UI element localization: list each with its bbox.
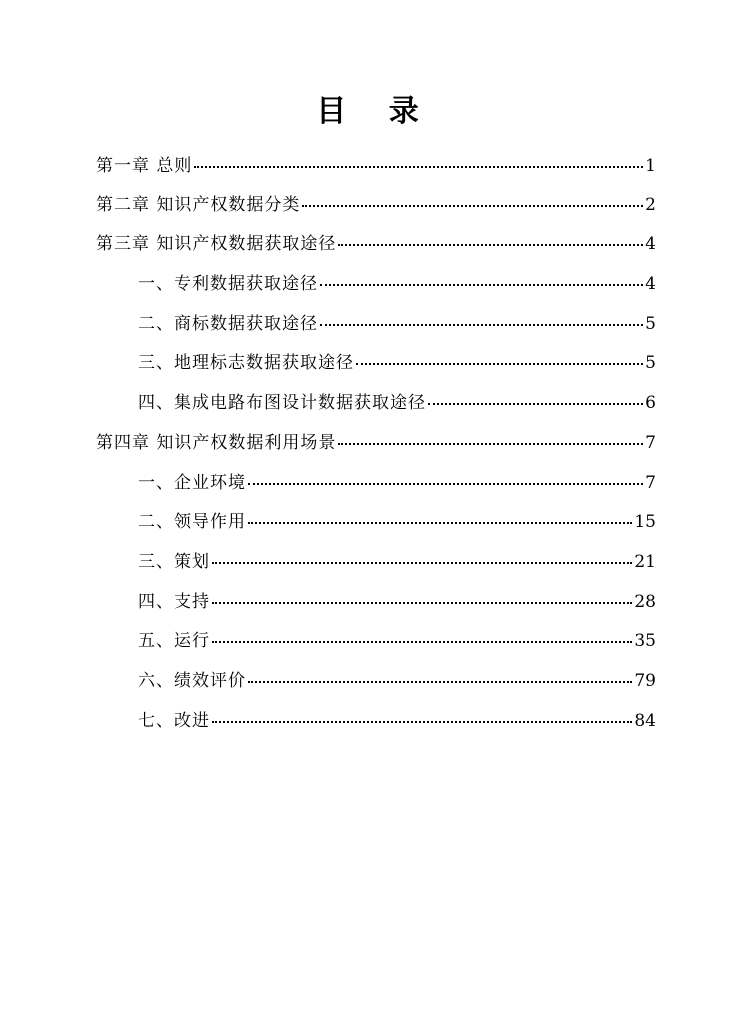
toc-entry[interactable] — [138, 667, 656, 695]
toc-entry[interactable] — [96, 152, 656, 180]
toc-entry[interactable] — [96, 230, 656, 258]
toc-entry[interactable] — [138, 389, 656, 417]
toc-page-number: 2 — [645, 195, 656, 215]
toc-entry-label: 第四章 知识产权数据利用场景 — [96, 433, 337, 453]
toc-page-number: 7 — [645, 473, 656, 493]
toc-dot-leader — [212, 602, 632, 604]
toc-page-number: 28 — [634, 592, 656, 612]
toc-dot-leader — [302, 205, 643, 207]
toc-dot-leader — [248, 483, 643, 485]
toc-dot-leader — [338, 443, 643, 445]
toc-entry[interactable] — [138, 349, 656, 377]
toc-entry[interactable] — [138, 310, 656, 338]
toc-entry[interactable] — [138, 548, 656, 576]
toc-page-number: 15 — [634, 512, 656, 532]
toc-entry-label: 第三章 知识产权数据获取途径 — [96, 234, 337, 254]
toc-entry[interactable] — [138, 627, 656, 655]
toc-page-number: 4 — [645, 234, 656, 254]
toc-entry[interactable] — [138, 588, 656, 616]
toc-entry-label: 第一章 总则 — [96, 156, 193, 176]
toc-page-number: 84 — [634, 711, 656, 731]
toc-dot-leader — [212, 721, 632, 723]
toc-dot-leader — [356, 363, 643, 365]
toc-entry-label: 一、企业环境 — [138, 473, 246, 493]
toc-dot-leader — [428, 403, 643, 405]
toc-entry[interactable] — [138, 508, 656, 536]
toc-page-number: 1 — [645, 156, 656, 176]
toc-page-number: 6 — [645, 393, 656, 413]
toc-entry-label: 三、地理标志数据获取途径 — [138, 353, 354, 373]
toc-entry-label: 一、专利数据获取途径 — [138, 274, 318, 294]
toc-entry-label: 二、领导作用 — [138, 512, 246, 532]
toc-page-number: 5 — [645, 353, 656, 373]
toc-page-number: 21 — [634, 552, 656, 572]
toc-entry-label: 四、集成电路布图设计数据获取途径 — [138, 393, 426, 413]
toc-entry-label: 第二章 知识产权数据分类 — [96, 195, 301, 215]
toc-dot-leader — [212, 562, 632, 564]
toc-dot-leader — [248, 522, 632, 524]
toc-entry-label: 五、运行 — [138, 631, 210, 651]
toc-page-number: 7 — [645, 433, 656, 453]
toc-dot-leader — [338, 244, 643, 246]
toc-entry-label: 二、商标数据获取途径 — [138, 314, 318, 334]
toc-page-number: 35 — [634, 631, 656, 651]
toc-entry-label: 七、改进 — [138, 711, 210, 731]
toc-page-number: 5 — [645, 314, 656, 334]
toc-entry[interactable] — [96, 429, 656, 457]
page-title: 目 录 — [316, 94, 435, 129]
toc-entry[interactable] — [138, 469, 656, 497]
toc-entry[interactable] — [138, 270, 656, 298]
toc-entry-label: 三、策划 — [138, 552, 210, 572]
toc-dot-leader — [212, 641, 632, 643]
toc-entry[interactable] — [96, 191, 656, 219]
toc-dot-leader — [248, 681, 632, 683]
toc-page-number: 4 — [645, 274, 656, 294]
toc-entry[interactable] — [138, 707, 656, 735]
toc-dot-leader — [194, 166, 643, 168]
toc-entry-label: 四、支持 — [138, 592, 210, 612]
toc-page-number: 79 — [634, 671, 656, 691]
toc-entry-label: 六、绩效评价 — [138, 671, 246, 691]
toc-dot-leader — [320, 324, 643, 326]
toc-dot-leader — [320, 284, 643, 286]
